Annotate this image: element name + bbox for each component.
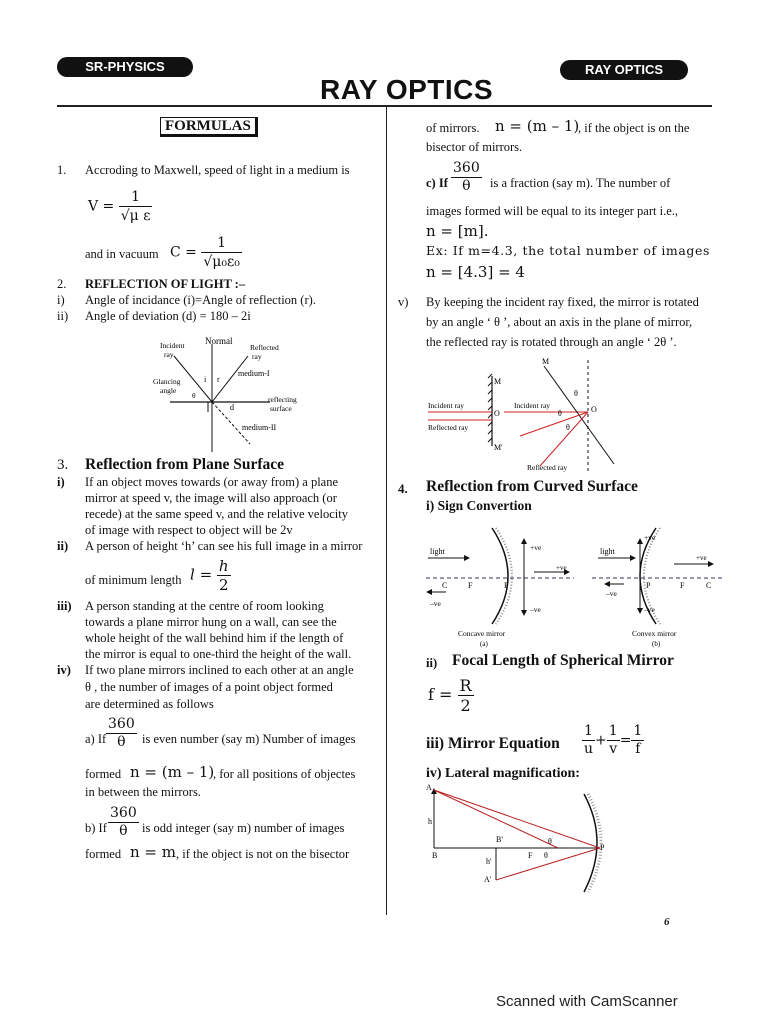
c-fraction	[451, 160, 482, 195]
s3-iv-line-3: are determined as follows	[85, 697, 214, 711]
eq-v-denominator: v	[609, 741, 618, 757]
plus-ve-right-b: +ve	[696, 554, 707, 562]
s3-ii-line-1: A person of height ‘h’ can see his full image in a mirror	[85, 539, 363, 553]
magnification-diagram	[424, 784, 624, 900]
item4-number: 4.	[398, 481, 408, 496]
item4-heading: Reflection from Curved Surface	[426, 478, 638, 495]
vacuum-text: and in vacuum	[85, 247, 159, 261]
f-denominator: 2	[460, 696, 471, 715]
incident-label: Incident	[160, 341, 185, 350]
height-h-prime: h'	[486, 857, 492, 866]
v-line-1: By keeping the incident ray fixed, the mirror is rotated	[426, 295, 699, 309]
min-length-formula	[190, 557, 231, 594]
c-frac-numerator: 360	[453, 160, 480, 176]
eq-u-numerator: 1	[582, 723, 595, 741]
point-b-prime: B'	[496, 835, 503, 844]
light-label-a: light	[430, 547, 445, 556]
theta-3: θ	[566, 423, 570, 432]
angle-label: angle	[160, 386, 177, 395]
s3-iii-label: iii)	[57, 599, 72, 613]
a-fraction	[106, 716, 137, 751]
medium2-label: medium-II	[242, 423, 277, 432]
a3-text: in between the mirrors.	[85, 785, 201, 799]
a-frac-numerator: 360	[108, 716, 135, 732]
pole-p: P	[600, 843, 605, 852]
v-denominator: √μ ε	[120, 208, 151, 224]
surface-label: surface	[270, 404, 292, 413]
normal-label: Normal	[205, 336, 233, 346]
height-h: h	[428, 817, 432, 826]
focus-f: F	[528, 851, 533, 860]
subject-badge: SR-PHYSICS	[57, 57, 193, 77]
eq-f-numerator: 1	[633, 723, 643, 739]
s3-iii-line-4: the mirror is equal to one-third the height of the wall.	[85, 647, 352, 661]
mirror-equation: $\frac{1}{u}$ + $\frac{1}{v}$ = $\frac{1}{f}$	[584, 723, 643, 757]
concave-label: Concave mirror	[458, 629, 506, 638]
s3-ii-label: ii)	[57, 539, 69, 553]
a2-text: , for all positions of objectes	[213, 767, 356, 781]
d-angle: d	[230, 403, 234, 412]
vacuum-formula	[170, 234, 242, 271]
reflected-ray-bottom: Reflected ray	[527, 463, 568, 472]
incident-ray-left: Incident ray	[428, 401, 465, 410]
c-text: is a fraction (say m). The number of	[490, 176, 671, 190]
c-lhs: C =	[170, 244, 197, 261]
reflection-diagram	[150, 332, 320, 454]
plus-ve-right-a: +ve	[556, 564, 567, 572]
s3-iv-line-1: If two plane mirrors inclined to each other at an angle	[85, 663, 354, 677]
l-lhs: l =	[190, 565, 213, 584]
plus-ve-up-a: +ve	[530, 543, 542, 552]
focal-label: ii)	[426, 656, 438, 670]
s3-iii-line-1: A person standing at the centre of room looking	[85, 599, 324, 613]
minus-ve-left-a: –ve	[430, 599, 441, 608]
r1-math: n = (m – 1)	[495, 117, 580, 135]
lateral-heading: iv) Lateral magnification:	[426, 766, 580, 781]
i-label: i)	[57, 293, 65, 307]
b2-prefix: formed	[85, 847, 122, 861]
v-label: v)	[398, 295, 409, 309]
item1-text: Accroding to Maxwell, speed of light in a medium is	[85, 163, 350, 177]
a-text: is even number (say m) Number of images	[142, 732, 356, 746]
minus-ve-left-b: –ve	[606, 589, 617, 598]
b-prefix: b) If	[85, 821, 107, 835]
example-text: Ex: If m=4.3, the total number of images	[426, 243, 711, 258]
r1-text: , if the object is on the	[578, 121, 690, 135]
c3-math: n = [m].	[426, 222, 489, 240]
reflected-label: Reflected	[250, 343, 279, 352]
s3-i-line-1: If an object moves towards (or away from) a plane	[85, 475, 339, 489]
i-angle: i	[204, 375, 207, 384]
theta-1: θ	[574, 389, 578, 398]
ii-label: ii)	[57, 309, 69, 323]
reflected-ray-left: Reflected ray	[428, 423, 469, 432]
v-lhs: V =	[88, 198, 115, 215]
a-prefix: a) If	[85, 732, 107, 746]
i-text: Angle of incidance (i)=Angle of reflection (r).	[85, 293, 316, 307]
point-a-prime: A'	[484, 875, 492, 884]
s3-i-line-4: of image with respect to object will be 2v	[85, 523, 293, 537]
formulas-heading: FORMULAS	[160, 117, 258, 137]
a-label: (a)	[480, 640, 488, 648]
incident-ray-right: Incident ray	[514, 401, 551, 410]
b-text: is odd integer (say m) number of images	[142, 821, 345, 835]
ii-text: Angle of deviation (d) = 180 – 2i	[85, 309, 251, 323]
eq-f-denominator: f	[635, 741, 641, 757]
l-denominator: 2	[218, 576, 229, 594]
p-point-b: P	[646, 581, 651, 590]
r-angle: r	[217, 375, 220, 384]
v-numerator: 1	[119, 188, 153, 207]
eq-v-numerator: 1	[608, 723, 618, 739]
s3-i-line-2: mirror at speed v, the image will also approach (or	[85, 491, 337, 505]
m-top-label: M	[542, 357, 550, 366]
f-numerator: R	[459, 676, 472, 695]
speed-formula	[88, 188, 152, 225]
minus-ve-down-b: –ve	[644, 605, 655, 614]
theta-upper: θ	[548, 837, 552, 846]
b-frac-numerator: 360	[110, 805, 137, 821]
f-point-b: F	[680, 581, 685, 590]
theta-label: θ	[192, 391, 196, 400]
example-math: n = [4.3] = 4	[426, 263, 525, 281]
rotating-mirror-diagram	[424, 354, 624, 474]
b2-math: n = m	[130, 843, 176, 861]
focal-formula	[428, 676, 474, 715]
c2-text: images formed will be equal to its integer part i.e.,	[426, 204, 679, 218]
m-left-label: M	[494, 377, 502, 386]
a2-math: n = (m – 1)	[130, 763, 215, 781]
f-point-a: F	[468, 581, 473, 590]
column-divider	[386, 105, 387, 915]
v-line-2: by an angle ‘ θ ’, about an axis in the plane of mirror,	[426, 315, 693, 329]
a-frac-denominator: θ	[117, 734, 126, 750]
medium1-label: medium-I	[238, 369, 270, 378]
o1-label: O	[494, 409, 500, 418]
chapter-badge: RAY OPTICS	[560, 60, 688, 80]
s3-i-line-3: recede) at the same speed v, and the relative velocity	[85, 507, 348, 521]
s3-iv-label: iv)	[57, 663, 71, 677]
c-point-b: C	[706, 581, 712, 590]
s3-iii-line-3: whole height of the wall behind him if the length of	[85, 631, 344, 645]
reflected-ray-label: ray	[252, 352, 262, 361]
r1-prefix: of mirrors.	[426, 121, 480, 135]
c-numerator: 1	[201, 234, 242, 253]
o2-label: O	[591, 405, 597, 414]
c-point-a: C	[442, 581, 448, 590]
v-line-3: the reflected ray is rotated through an angle ‘ 2θ ’.	[426, 335, 677, 349]
glancing-label: Glancing	[153, 377, 181, 386]
item1-number: 1.	[57, 163, 67, 177]
b-label: (b)	[652, 640, 661, 648]
a2-prefix: formed	[85, 767, 122, 781]
s3-iv-line-2: θ , the number of images of a point object formed	[85, 680, 333, 694]
m-prime-label: M'	[494, 443, 503, 452]
incident-ray-label: ray	[164, 350, 174, 359]
b-fraction	[108, 805, 139, 840]
header-rule	[57, 105, 712, 107]
scanner-watermark: Scanned with CamScanner	[496, 993, 678, 1010]
point-a: A	[426, 784, 432, 792]
f-lhs: f =	[428, 685, 453, 704]
b-frac-denominator: θ	[119, 823, 128, 839]
item3-heading: Reflection from Plane Surface	[85, 456, 285, 473]
c-frac-denominator: θ	[462, 178, 471, 194]
r2-text: bisector of mirrors.	[426, 140, 523, 154]
light-label-b: light	[600, 547, 615, 556]
item2-heading: REFLECTION OF LIGHT :–	[85, 277, 246, 291]
c-prefix: c) If	[426, 176, 448, 190]
item2-number: 2.	[57, 277, 67, 291]
page-title: RAY OPTICS	[320, 74, 494, 105]
mirror-equation-heading: iii) Mirror Equation	[426, 735, 560, 752]
b2-text: , if the object is not on the bisector	[176, 847, 350, 861]
s3-ii-line-2: of minimum length	[85, 573, 182, 587]
c-denominator: √μ₀ε₀	[203, 254, 240, 270]
s3-i-label: i)	[57, 475, 65, 489]
sign-convention-heading: i) Sign Convertion	[426, 498, 532, 513]
theta-lower: θ	[544, 851, 548, 860]
page-number: 6	[664, 916, 670, 928]
eq-u-denominator: u	[584, 741, 594, 757]
item3-number: 3.	[57, 457, 69, 473]
reflecting-label: reflecting	[268, 395, 297, 404]
minus-ve-down-a: –ve	[530, 605, 541, 614]
convex-label: Convex mirror	[632, 629, 677, 638]
plus-ve-up-b: +ve	[644, 533, 656, 542]
theta-2: θ	[558, 409, 562, 418]
point-b: B	[432, 851, 438, 860]
l-numerator: h	[218, 557, 229, 575]
p-point-a: P	[504, 581, 509, 590]
focal-heading: Focal Length of Spherical Mirror	[452, 652, 674, 669]
s3-iii-line-2: towards a plane mirror hung on a wall, can see the	[85, 615, 337, 629]
sign-convention-diagram	[424, 520, 724, 650]
